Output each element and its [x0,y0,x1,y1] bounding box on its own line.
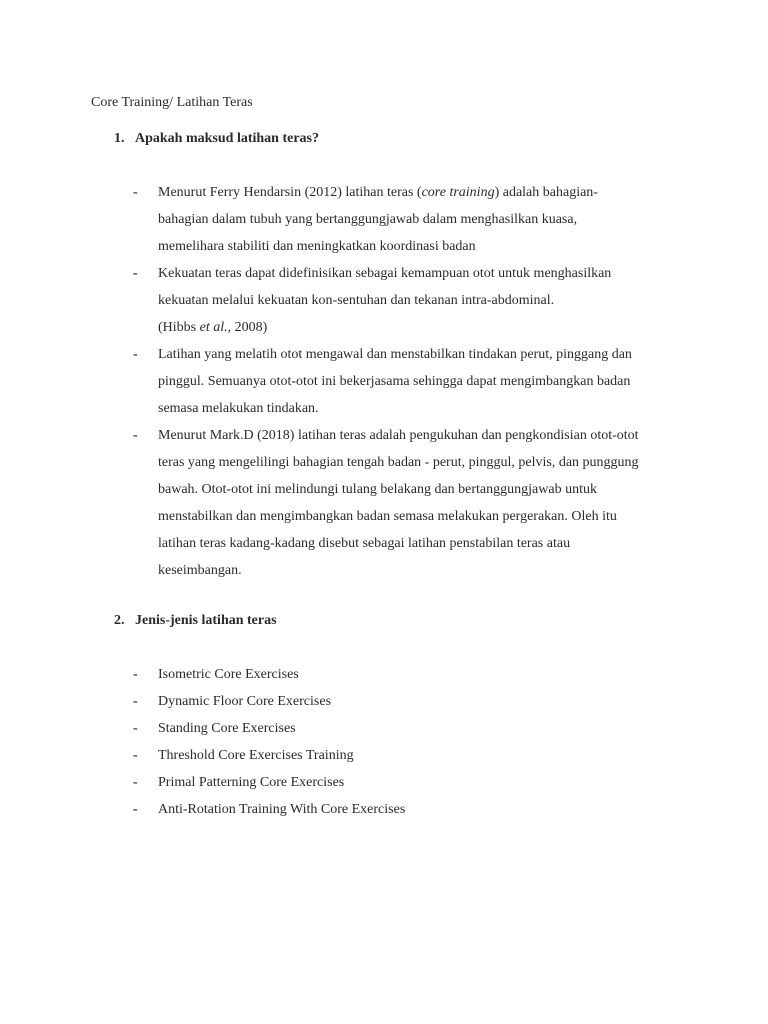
bullet-dash: - [133,802,138,817]
section-1-heading [114,130,319,148]
section-1-heading-text: Apakah maksud latihan teras? [135,131,319,146]
bullet-dash: - [133,775,138,790]
list-item [133,422,663,584]
list-item [133,260,663,341]
document-title: Core Training/ Latihan Teras [91,95,253,110]
list-item-text: Dynamic Floor Core Exercises [158,694,332,709]
text-line: kekuatan melalui kekuatan kon-sentuhan dan tekanan intra-abdominal. [158,293,555,308]
bullet-dash: - [133,667,138,682]
bullet-dash: - [133,266,138,281]
list-item-text: Threshold Core Exercises Training [158,748,354,763]
citation: (Hibbs et al., 2008) [158,320,268,335]
list-item-text: Primal Patterning Core Exercises [158,775,345,790]
text-line: Menurut Ferry Hendarsin (2012) latihan teras (core training) adalah bahagian- [158,185,598,200]
list-item [133,715,663,742]
section-2-heading-text: Jenis-jenis latihan teras [135,613,277,628]
text-line: latihan teras kadang-kadang disebut sebagai latihan penstabilan teras atau [158,536,571,551]
list-item [133,661,663,688]
section-2-list [133,661,663,823]
list-item-text: Isometric Core Exercises [158,667,299,682]
text-line: teras yang mengelilingi bahagian tengah badan - perut, pinggul, pelvis, dan punggung [158,455,639,470]
list-item [133,742,663,769]
text-line: semasa melakukan tindakan. [158,401,319,416]
text-line: Menurut Mark.D (2018) latihan teras adalah pengukuhan dan pengkondisian otot-otot [158,428,639,443]
bullet-dash: - [133,347,138,362]
bullet-dash: - [133,748,138,763]
section-2-heading [114,612,277,630]
list-item-text: Standing Core Exercises [158,721,296,736]
text-line: bawah. Otot-otot ini melindungi tulang belakang dan bertanggungjawab untuk [158,482,597,497]
section-1-list [133,179,663,584]
text-line: pinggul. Semuanya otot-otot ini bekerjasama sehingga dapat mengimbangkan badan [158,374,631,389]
text-line: Latihan yang melatih otot mengawal dan menstabilkan tindakan perut, pinggang dan [158,347,632,362]
text-line: memelihara stabiliti dan meningkatkan koordinasi badan [158,239,476,254]
text-line: menstabilkan dan mengimbangkan badan semasa melakukan pergerakan. Oleh itu [158,509,617,524]
text-line: keseimbangan. [158,563,242,578]
bullet-dash: - [133,428,138,443]
list-item [133,796,663,823]
list-item [133,769,663,796]
section-1-number: 1. [114,131,125,146]
bullet-dash: - [133,185,138,200]
text-line: bahagian dalam tubuh yang bertanggungjawab dalam menghasilkan kuasa, [158,212,578,227]
list-item [133,341,663,422]
section-2-number: 2. [114,613,125,628]
bullet-dash: - [133,721,138,736]
list-item [133,179,663,260]
text-line: Kekuatan teras dapat didefinisikan sebagai kemampuan otot untuk menghasilkan [158,266,612,281]
list-item-text: Anti-Rotation Training With Core Exercises [158,802,406,817]
list-item [133,688,663,715]
bullet-dash: - [133,694,138,709]
